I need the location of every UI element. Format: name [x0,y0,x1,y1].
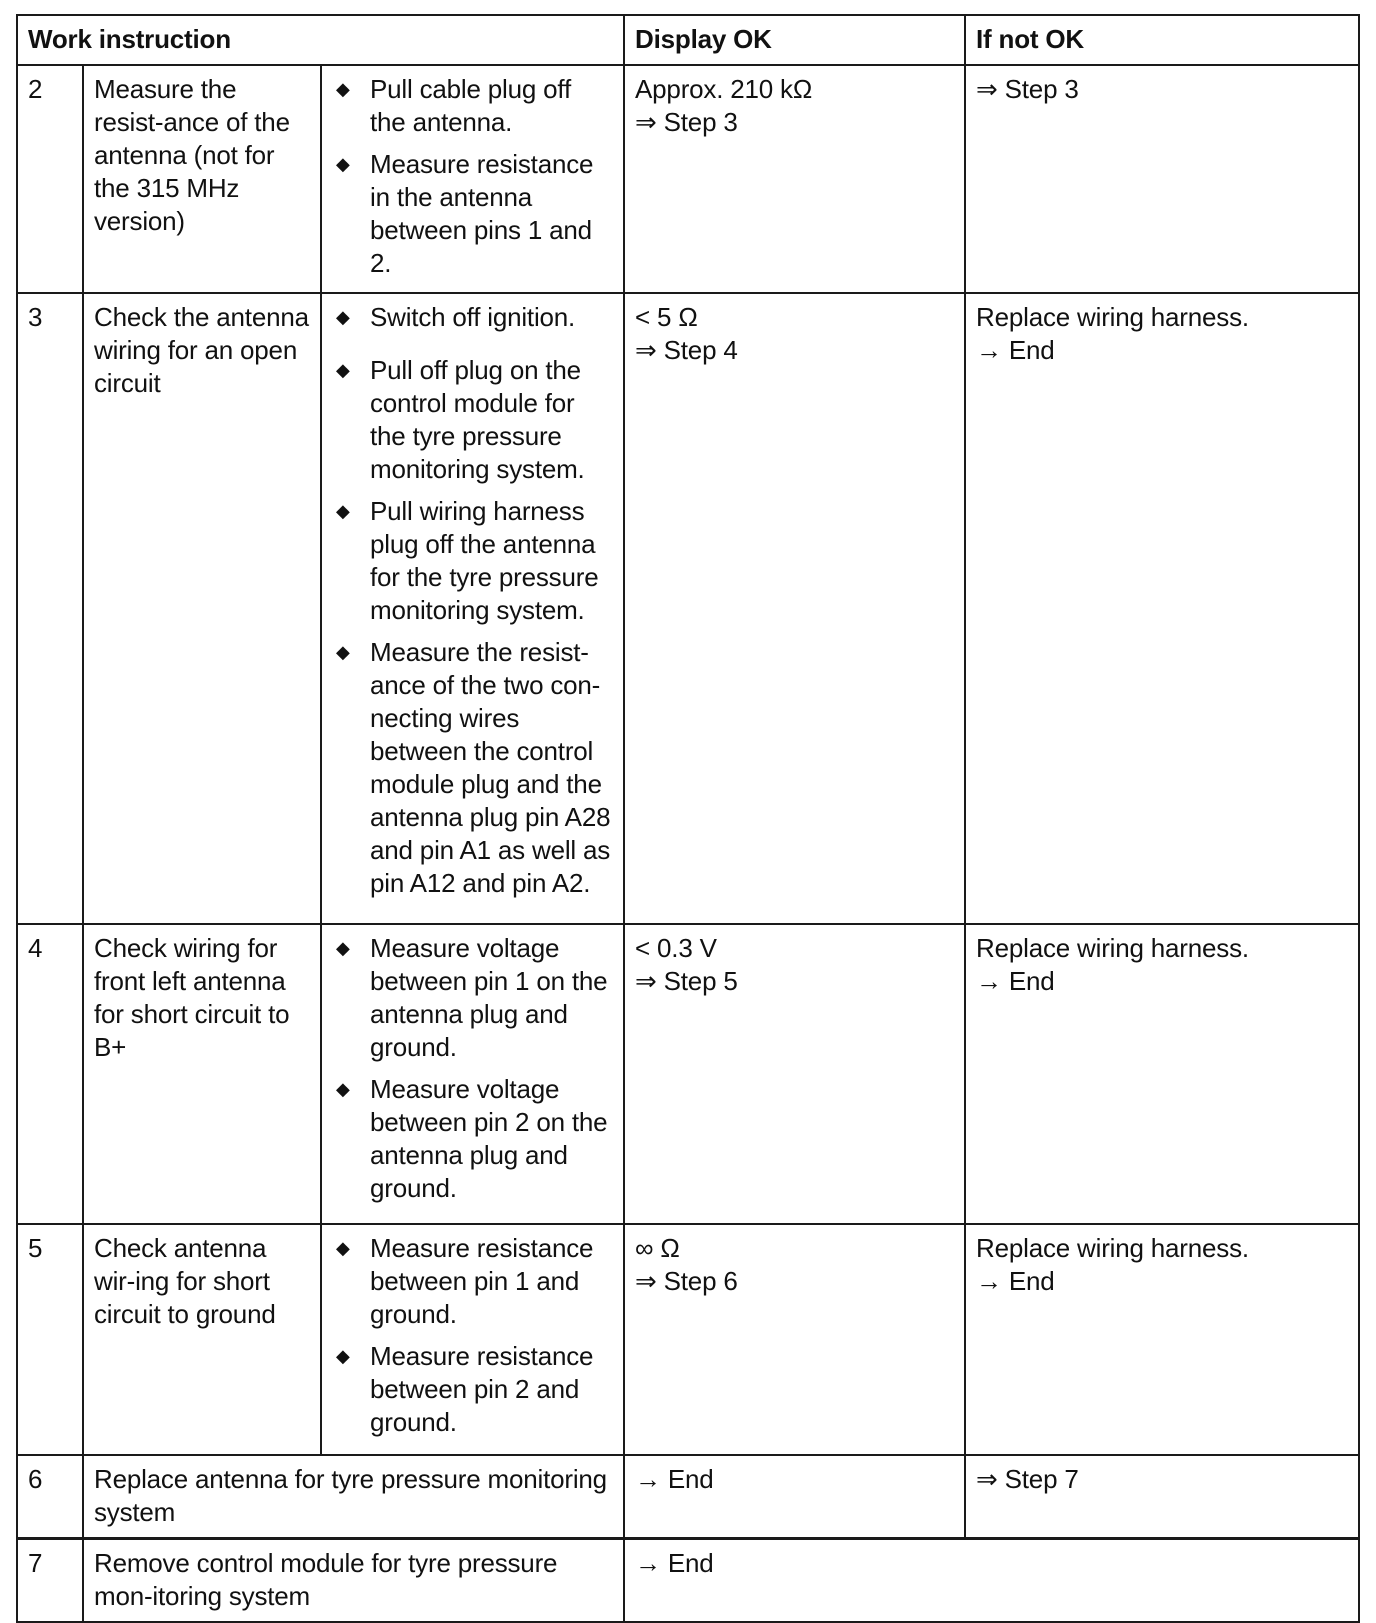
display-ok-cell [624,1224,965,1455]
display-ok-value: < 5 Ω [635,302,698,332]
step-instruction: Check wiring for front left antenna for short circuit to B+ [83,924,321,1224]
display-ok-value: < 0.3 V [635,933,717,963]
step-number: 2 [17,65,83,293]
display-ok-cell [624,65,965,293]
action-item: ◆ Pull off plug on the control module for the tyre pressure monitoring system. [336,355,585,484]
header-display-ok: Display OK [624,15,965,65]
display-ok-value: ∞ Ω [635,1233,680,1263]
action-item: ◆ Pull wiring harness plug off the antenna for the tyre pressure monitoring system. [336,496,599,625]
display-ok-next: ⇒ Step 3 [635,107,738,137]
if-not-ok-next: ⇒ Step 7 [976,1464,1079,1494]
action-item: ◆ Measure resistance between pin 2 and ground. [336,1341,594,1437]
if-not-ok-action: Replace wiring harness. [976,302,1249,332]
if-not-ok-cell [965,1455,1359,1539]
diamond-bullet-icon: ◆ [336,307,350,327]
table-header-row [17,15,1359,65]
action-item: ◆ Measure resistance between pin 1 and ground. [336,1233,594,1329]
step-actions [321,65,624,293]
display-ok-value: Approx. 210 kΩ [635,74,813,104]
step-instruction: Measure the resist-ance of the antenna (not for the 315 MHz version) [83,65,321,293]
action-list [332,73,613,280]
table-row [17,65,1359,293]
table-row [17,1539,1359,1623]
action-item: ◆ Switch off ignition. [336,302,576,332]
action-item: ◆ Measure resistance in the antenna between pins 1 and 2. [336,149,594,278]
display-ok-cell [624,924,965,1224]
step-instruction: Replace antenna for tyre pressure monitoring system [83,1455,624,1539]
step-number: 5 [17,1224,83,1455]
diamond-bullet-icon: ◆ [336,501,350,521]
if-not-ok-cell [965,293,1359,924]
diamond-bullet-icon: ◆ [336,360,350,380]
if-not-ok-cell [965,65,1359,293]
table-row [17,1455,1359,1539]
table-row [17,924,1359,1224]
step-number: 6 [17,1455,83,1539]
if-not-ok-cell [965,924,1359,1224]
step-number: 7 [17,1539,83,1623]
action-item: ◆ Pull cable plug off the antenna. [336,74,571,137]
step-number: 3 [17,293,83,924]
if-not-ok-next: ⇒ Step 3 [976,74,1079,104]
diamond-bullet-icon: ◆ [336,642,350,662]
if-not-ok-next: → End [976,335,1055,365]
action-item: ◆ Measure voltage between pin 2 on the antenna plug and ground. [336,1074,608,1203]
step-instruction: Check the antenna wiring for an open circuit [83,293,321,924]
step-instruction: Remove control module for tyre pressure mon-itoring system [83,1539,624,1623]
display-ok-next: ⇒ Step 4 [635,335,738,365]
step-actions [321,924,624,1224]
work-instruction-table [16,14,1360,1623]
if-not-ok-next: → End [976,1266,1055,1296]
diamond-bullet-icon: ◆ [336,1079,350,1099]
work-instruction-page [16,14,1360,1623]
diamond-bullet-icon: ◆ [336,1238,350,1258]
display-ok-cell [624,293,965,924]
action-list [332,932,613,1205]
action-item: ◆ Measure voltage between pin 1 on the antenna plug and ground. [336,933,608,1062]
if-not-ok-cell [965,1224,1359,1455]
diamond-bullet-icon: ◆ [336,1346,350,1366]
display-ok-cell [624,1455,965,1539]
step-actions [321,1224,624,1455]
table-row [17,1224,1359,1455]
action-list [332,301,613,900]
display-ok-next: → End [635,1464,714,1494]
header-if-not-ok: If not OK [965,15,1359,65]
display-ok-cell [624,1539,1359,1623]
table-row [17,293,1359,924]
diamond-bullet-icon: ◆ [336,79,350,99]
step-instruction: Check antenna wir-ing for short circuit to ground [83,1224,321,1455]
action-list [332,1232,613,1439]
header-work-instruction: Work instruction [17,15,624,65]
if-not-ok-next: → End [976,966,1055,996]
diamond-bullet-icon: ◆ [336,154,350,174]
display-ok-next: → End [635,1548,714,1578]
if-not-ok-action: Replace wiring harness. [976,1233,1249,1263]
step-actions [321,293,624,924]
display-ok-next: ⇒ Step 5 [635,966,738,996]
display-ok-next: ⇒ Step 6 [635,1266,738,1296]
action-item: ◆ Measure the resist-ance of the two con-necting wires between the control module plug and the antenna plug pin A28 and pin A1 as well as pin A12 and pin A2. [336,637,611,898]
diamond-bullet-icon: ◆ [336,938,350,958]
if-not-ok-action: Replace wiring harness. [976,933,1249,963]
step-number: 4 [17,924,83,1224]
